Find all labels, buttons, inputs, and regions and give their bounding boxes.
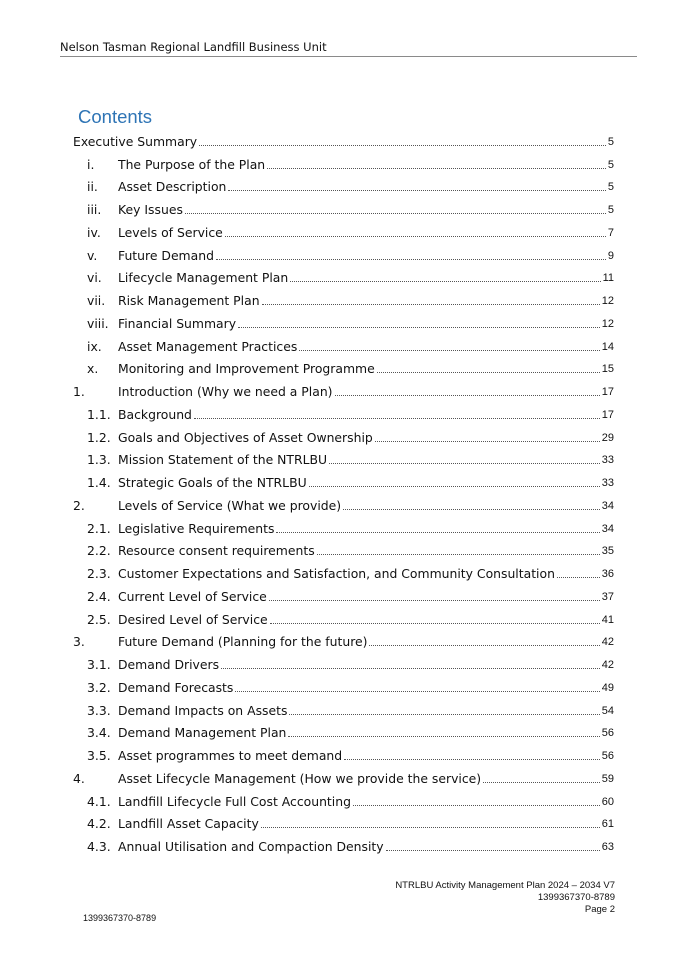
- toc-entry[interactable]: [73, 422, 614, 445]
- footer-page-number: Page 2: [584, 904, 615, 915]
- toc-entry-number: 3.3.: [87, 702, 111, 718]
- toc-entry-page: 33: [601, 454, 614, 467]
- toc-entry-title: Asset Management Practices: [118, 338, 298, 354]
- footer-left-id: 1399367370-8789: [83, 913, 157, 923]
- toc-entry-page: 42: [601, 636, 614, 649]
- toc-entry-number: x.: [87, 361, 99, 377]
- toc-entry-title: Financial Summary: [118, 315, 237, 331]
- toc-entry-page: 37: [601, 590, 614, 603]
- toc-entry-number: v.: [87, 247, 98, 263]
- toc-entry-title: Demand Drivers: [118, 657, 220, 672]
- toc-entry[interactable]: [73, 263, 614, 286]
- toc-entry[interactable]: [73, 445, 614, 468]
- toc-entry-title: Future Demand: [118, 247, 214, 263]
- toc-entry-number: 2.3.: [87, 566, 111, 581]
- toc-entry[interactable]: [73, 149, 614, 172]
- toc-dot-leader: [288, 736, 599, 737]
- toc-entry-page: 56: [601, 750, 614, 762]
- toc-entry-number: 3.5.: [87, 748, 111, 763]
- toc-entry-page: 33: [601, 477, 614, 489]
- footer-info: [395, 880, 615, 916]
- toc-dot-leader: [353, 805, 600, 806]
- toc-entry-number: 1.1.: [87, 406, 111, 422]
- toc-dot-leader: [299, 350, 599, 351]
- toc-dot-leader: [375, 441, 600, 442]
- toc-entry-page: 11: [602, 272, 614, 285]
- toc-entry-number: 2.1.: [87, 520, 111, 536]
- toc-entry-number: vii.: [87, 293, 106, 308]
- toc-dot-leader: [235, 691, 599, 692]
- toc-entry-page: 12: [601, 295, 614, 307]
- toc-entry[interactable]: [73, 695, 614, 718]
- toc-entry[interactable]: [73, 217, 614, 240]
- toc-dot-leader: [194, 418, 600, 419]
- toc-entry-title: Strategic Goals of the NTRLBU: [118, 475, 307, 490]
- toc-entry-page: 14: [601, 340, 614, 353]
- toc-entry[interactable]: [73, 627, 614, 650]
- toc-entry-title: Legislative Requirements: [118, 520, 275, 536]
- toc-entry-title: Asset Lifecycle Management (How we provide the service): [118, 770, 482, 786]
- toc-entry-title: Background: [118, 406, 192, 422]
- toc-dot-leader: [269, 600, 600, 601]
- page-header: Nelson Tasman Regional Landfill Business Unit: [60, 40, 637, 57]
- toc-entry-number: 4.: [73, 770, 85, 786]
- toc-entry[interactable]: [73, 285, 614, 308]
- toc-entry-page: 42: [601, 659, 614, 671]
- toc-entry-page: 5: [607, 181, 614, 194]
- toc-dot-leader: [262, 304, 600, 305]
- toc-dot-leader: [290, 281, 600, 282]
- toc-entry-page: 15: [601, 363, 614, 376]
- toc-dot-leader: [483, 782, 600, 783]
- toc-dot-leader: [377, 372, 600, 373]
- toc-entry-title: The Purpose of the Plan: [118, 156, 266, 172]
- toc-entry[interactable]: [73, 558, 614, 581]
- toc-entry[interactable]: [73, 581, 614, 604]
- toc-entry[interactable]: [73, 399, 614, 422]
- toc-entry[interactable]: [73, 604, 614, 627]
- toc-entry[interactable]: [73, 786, 614, 809]
- toc-entry-page: 36: [601, 568, 614, 580]
- toc-entry-page: 17: [601, 386, 614, 398]
- toc-entry[interactable]: [73, 490, 614, 513]
- toc-entry[interactable]: [73, 240, 614, 263]
- toc-entry-title: Annual Utilisation and Compaction Density: [118, 839, 384, 854]
- toc-entry-title: Landfill Asset Capacity: [118, 816, 259, 832]
- toc-dot-leader: [369, 645, 599, 646]
- toc-entry-title: Goals and Objectives of Asset Ownership: [118, 429, 373, 445]
- toc-dot-leader: [225, 236, 606, 237]
- toc-dot-leader: [386, 850, 600, 851]
- toc-entry-title: Executive Summary: [73, 133, 198, 149]
- toc-dot-leader: [309, 486, 600, 487]
- toc-entry-page: 59: [601, 772, 614, 785]
- toc-dot-leader: [329, 463, 600, 464]
- toc-entry-number: 4.1.: [87, 793, 111, 809]
- toc-entry-page: 56: [601, 727, 614, 740]
- toc-entry-number: 1.3.: [87, 452, 111, 468]
- toc-entry-number: i.: [87, 156, 95, 172]
- toc-entry[interactable]: [73, 763, 614, 786]
- toc-entry-number: 3.2.: [87, 679, 111, 695]
- footer-doc-id: 1399367370-8789: [537, 892, 615, 903]
- toc-entry-number: ii.: [87, 179, 98, 195]
- toc-entry[interactable]: [73, 467, 614, 490]
- toc-entry[interactable]: [73, 513, 614, 536]
- toc-entry-number: 3.1.: [87, 657, 111, 672]
- toc-entry[interactable]: [73, 376, 614, 399]
- toc-dot-leader: [267, 168, 606, 169]
- toc-entry-page: 49: [601, 681, 614, 694]
- toc-entry-page: 9: [607, 249, 614, 262]
- toc-dot-leader: [343, 509, 600, 510]
- toc-entry[interactable]: [73, 331, 614, 354]
- toc-dot-leader: [344, 759, 600, 760]
- toc-entry-title: Monitoring and Improvement Programme: [118, 361, 375, 377]
- toc-dot-leader: [335, 395, 600, 396]
- toc-entry-number: 1.2.: [87, 429, 111, 445]
- toc-dot-leader: [238, 327, 600, 328]
- toc-dot-leader: [557, 577, 600, 578]
- toc-dot-leader: [289, 714, 599, 715]
- toc-dot-leader: [261, 827, 600, 828]
- toc-dot-leader: [270, 623, 600, 624]
- toc-entry[interactable]: [73, 809, 614, 832]
- toc-entry-title: Customer Expectations and Satisfaction, and Community Consultation: [118, 566, 555, 581]
- toc-entry-title: Resource consent requirements: [118, 543, 315, 559]
- toc-entry-page: 63: [601, 841, 614, 853]
- toc-dot-leader: [216, 259, 606, 260]
- footer-plan-title: NTRLBU Activity Management Plan 2024 – 2034 V7: [395, 880, 615, 891]
- toc-entry-title: Introduction (Why we need a Plan): [118, 384, 333, 399]
- toc-entry-number: 2.5.: [87, 611, 111, 627]
- toc-entry[interactable]: [73, 172, 614, 195]
- toc-entry-number: 4.3.: [87, 839, 111, 854]
- toc-entry[interactable]: [73, 536, 614, 559]
- toc-entry-page: 5: [607, 158, 614, 171]
- toc-entry-title: Risk Management Plan: [118, 293, 260, 308]
- toc-entry[interactable]: [73, 354, 614, 377]
- toc-entry-page: 54: [601, 704, 614, 717]
- toc-dot-leader: [317, 554, 600, 555]
- toc-entry-number: 2.4.: [87, 588, 111, 604]
- toc-entry-title: Key Issues: [118, 202, 183, 217]
- contents-heading: Contents: [78, 106, 153, 127]
- table-of-contents: [73, 126, 614, 854]
- toc-entry-number: ix.: [87, 338, 102, 354]
- toc-entry-title: Asset programmes to meet demand: [118, 748, 343, 763]
- toc-entry[interactable]: [73, 718, 614, 741]
- toc-entry-page: 34: [601, 522, 614, 535]
- toc-entry-title: Demand Impacts on Assets: [118, 702, 288, 718]
- toc-entry-page: 35: [601, 545, 614, 558]
- toc-entry-page: 41: [601, 613, 614, 626]
- toc-entry-page: 5: [607, 204, 614, 216]
- toc-entry[interactable]: [73, 672, 614, 695]
- toc-entry-page: 5: [607, 135, 614, 148]
- toc-entry-page: 34: [601, 499, 614, 512]
- toc-entry-number: 2.: [73, 497, 85, 513]
- toc-entry-number: 2.2.: [87, 543, 111, 559]
- toc-entry-title: Desired Level of Service: [118, 611, 268, 627]
- toc-entry-title: Current Level of Service: [118, 588, 267, 604]
- toc-dot-leader: [221, 668, 600, 669]
- toc-entry[interactable]: [73, 126, 614, 149]
- toc-dot-leader: [276, 532, 599, 533]
- toc-entry-number: 1.4.: [87, 475, 111, 490]
- toc-dot-leader: [228, 190, 605, 191]
- toc-entry[interactable]: [73, 194, 614, 217]
- toc-entry-number: 3.: [73, 634, 85, 650]
- toc-entry-title: Demand Forecasts: [118, 679, 234, 695]
- toc-entry-title: Lifecycle Management Plan: [118, 270, 289, 286]
- toc-entry-number: iii.: [87, 202, 102, 217]
- toc-entry-number: 4.2.: [87, 816, 111, 832]
- toc-entry-page: 61: [601, 818, 614, 831]
- toc-entry-page: 17: [601, 408, 614, 421]
- toc-entry-title: Levels of Service: [118, 224, 223, 240]
- toc-entry[interactable]: [73, 308, 614, 331]
- toc-entry-number: 1.: [73, 384, 85, 399]
- toc-entry-number: iv.: [87, 224, 101, 240]
- toc-entry-title: Asset Description: [118, 179, 227, 195]
- toc-entry-title: Mission Statement of the NTRLBU: [118, 452, 328, 468]
- toc-entry[interactable]: [73, 740, 614, 763]
- toc-entry-page: 12: [601, 317, 614, 330]
- toc-entry-number: 3.4.: [87, 725, 111, 741]
- toc-entry-page: 60: [601, 795, 614, 808]
- toc-entry-title: Future Demand (Planning for the future): [118, 634, 368, 650]
- toc-entry-title: Demand Management Plan: [118, 725, 287, 741]
- toc-entry[interactable]: [73, 831, 614, 854]
- toc-entry[interactable]: [73, 649, 614, 672]
- toc-entry-page: 29: [601, 431, 614, 444]
- toc-dot-leader: [185, 213, 606, 214]
- toc-entry-page: 7: [607, 226, 614, 239]
- toc-entry-title: Levels of Service (What we provide): [118, 497, 342, 513]
- toc-entry-number: vi.: [87, 270, 102, 286]
- toc-entry-number: viii.: [87, 315, 109, 331]
- toc-entry-title: Landfill Lifecycle Full Cost Accounting: [118, 793, 351, 809]
- toc-dot-leader: [199, 145, 606, 146]
